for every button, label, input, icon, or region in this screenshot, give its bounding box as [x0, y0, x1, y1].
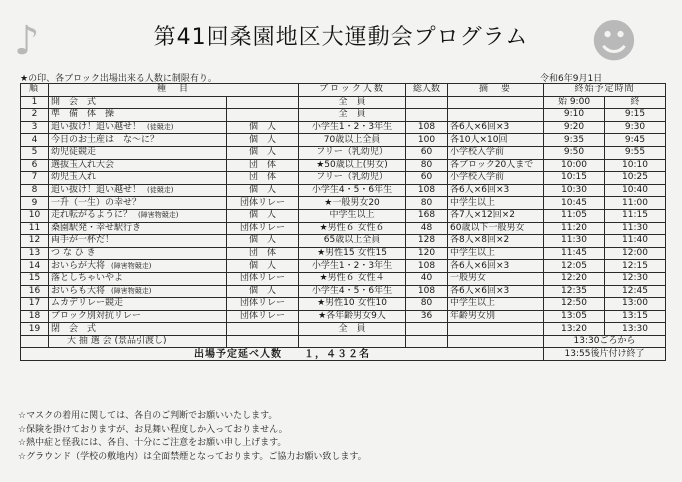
footer-note: ☆保険を掛けておりますが、お見舞い程度しか入っておりません。 [18, 424, 288, 435]
row-summary: 各6人×6回×3 [448, 260, 544, 273]
row-block: フリー（乳幼児） [299, 146, 406, 159]
row-count [406, 323, 448, 336]
row-number: 11 [21, 222, 49, 235]
row-event: 幼児玉入れ [49, 172, 227, 185]
row-count: 108 [406, 260, 448, 273]
table-row [21, 172, 666, 185]
table-row [21, 159, 666, 172]
row-event-note: (障害物競走) [111, 261, 152, 270]
row-count: 80 [406, 197, 448, 210]
music-note-decoration-icon: ♪ [14, 18, 40, 64]
row-type: 個 人 [227, 146, 299, 159]
row-type: 団体リレー [227, 310, 299, 323]
row-start-time: 10:30 [544, 184, 605, 197]
row-end-time: 10:25 [605, 172, 666, 185]
row-summary: 各6人×6回×3 [448, 285, 544, 298]
table-row [21, 310, 666, 323]
program-table [20, 83, 666, 361]
header-total: 総人数 [406, 84, 448, 97]
row-number: 14 [21, 260, 49, 273]
row-event: 選抜玉入れ大会 [49, 159, 227, 172]
row-start-time: 11:45 [544, 247, 605, 260]
row-type: 団体リレー [227, 272, 299, 285]
row-event: 走れ転がるように？ (障害物競走) [49, 209, 227, 222]
row-end-time: 10:40 [605, 184, 666, 197]
row-type [227, 96, 299, 109]
table-row [21, 235, 666, 248]
row-count: 60 [406, 172, 448, 185]
row-end-time: 11:00 [605, 197, 666, 210]
header-event: 種 目 [49, 84, 299, 97]
row-number: 13 [21, 247, 49, 260]
row-type: 団体リレー [227, 222, 299, 235]
row-block: ★男性６ 女性６ [299, 222, 406, 235]
row-type: 個 人 [227, 209, 299, 222]
running-children-illustration-icon: ☻ [590, 14, 638, 68]
header-summary: 摘 要 [448, 84, 544, 97]
row-start-time: 9:20 [544, 121, 605, 134]
row-block: 中学生以上 [299, 209, 406, 222]
row-event: 準 備 体 操 [49, 109, 227, 122]
row-start-time: 12:35 [544, 285, 605, 298]
row-count: 40 [406, 272, 448, 285]
row-number: 7 [21, 172, 49, 185]
row-event: 今日のお土産は な～に？ [49, 134, 227, 147]
row-summary: 各6人×6回×3 [448, 184, 544, 197]
row-count: 80 [406, 298, 448, 311]
row-event: 幼児徒競走 [49, 146, 227, 159]
row-end-time: 13:30 [605, 323, 666, 336]
row-event: 両手が一杯だ！ [49, 235, 227, 248]
row-event: おいらも大将 (障害物競走) [49, 285, 227, 298]
row-count [406, 96, 448, 109]
row-start-time: 12:20 [544, 272, 605, 285]
footer-note: ☆グラウンド（学校の敷地内）は全面禁煙となっております。ご協力お願い致します。 [18, 451, 367, 462]
row-event-note: (障害物競走) [138, 211, 179, 220]
row-start-time: 11:05 [544, 209, 605, 222]
lottery-row [21, 335, 666, 348]
lottery-time: 13:30ごろから [544, 335, 666, 348]
row-end-time: 12:00 [605, 247, 666, 260]
row-start-time: 9:50 [544, 146, 605, 159]
row-start-time: 始 9:00 [544, 96, 605, 109]
row-end-time: 13:00 [605, 298, 666, 311]
row-summary: 各ブロック20人まで [448, 159, 544, 172]
table-row [21, 247, 666, 260]
row-block: 全 員 [299, 323, 406, 336]
table-row [21, 146, 666, 159]
row-count: 108 [406, 184, 448, 197]
row-summary: 各10人×10回 [448, 134, 544, 147]
row-end-time: 12:15 [605, 260, 666, 273]
table-row [21, 272, 666, 285]
header-time: 終始予定時間 [544, 84, 666, 97]
cleanup-time: 13:55後片付け終了 [544, 348, 666, 361]
row-start-time: 11:30 [544, 235, 605, 248]
row-summary: 一般男女 [448, 272, 544, 285]
footer-notes [18, 410, 367, 464]
row-start-time: 9:35 [544, 134, 605, 147]
row-event: つ な ひ き [49, 247, 227, 260]
row-number: 8 [21, 184, 49, 197]
total-row [21, 348, 666, 361]
row-start-time: 13:05 [544, 310, 605, 323]
row-number: 10 [21, 209, 49, 222]
table-row [21, 222, 666, 235]
row-number: 12 [21, 235, 49, 248]
row-count: 80 [406, 159, 448, 172]
row-end-time: 終 [605, 96, 666, 109]
row-count: 60 [406, 146, 448, 159]
row-number: 2 [21, 109, 49, 122]
row-start-time: 11:20 [544, 222, 605, 235]
row-type: 団 体 [227, 247, 299, 260]
row-count: 100 [406, 134, 448, 147]
row-type: 個 人 [227, 260, 299, 273]
row-block: 全 員 [299, 96, 406, 109]
table-row [21, 197, 666, 210]
row-summary: 各8人×8回×2 [448, 235, 544, 248]
lottery-event: 大 抽 選 会 (景品引渡し) [49, 335, 227, 348]
row-start-time: 10:15 [544, 172, 605, 185]
row-count [406, 109, 448, 122]
row-event-note: (障害物競走) [111, 286, 152, 295]
row-end-time: 9:30 [605, 121, 666, 134]
row-type [227, 323, 299, 336]
row-count: 168 [406, 209, 448, 222]
row-end-time: 9:55 [605, 146, 666, 159]
row-summary [448, 323, 544, 336]
row-number: 9 [21, 197, 49, 210]
row-summary: 中学生以上 [448, 247, 544, 260]
row-event: 一升（一生）の幸せ？ [49, 197, 227, 210]
row-start-time: 12:50 [544, 298, 605, 311]
table-row [21, 184, 666, 197]
row-start-time: 13:20 [544, 323, 605, 336]
row-number: 18 [21, 310, 49, 323]
row-summary: 中学生以上 [448, 197, 544, 210]
row-type [227, 109, 299, 122]
table-row [21, 209, 666, 222]
row-event-note: (徒競走) [147, 186, 174, 195]
document-title: 第41回桑園地区大運動会プログラム [153, 25, 529, 50]
row-number: 6 [21, 159, 49, 172]
row-block: ★男性15 女性15 [299, 247, 406, 260]
row-event: ムカデリレー競走 [49, 298, 227, 311]
table-row [21, 323, 666, 336]
table-row [21, 134, 666, 147]
row-count: 36 [406, 310, 448, 323]
row-end-time: 10:10 [605, 159, 666, 172]
row-block: 小学生1・2・3年生 [299, 260, 406, 273]
row-number: 15 [21, 272, 49, 285]
row-end-time: 9:45 [605, 134, 666, 147]
row-count: 48 [406, 222, 448, 235]
table-row [21, 298, 666, 311]
row-block: 小学生1・2・3年生 [299, 121, 406, 134]
row-number: 4 [21, 134, 49, 147]
total-participants: 出場予定延べ人数 １，４３２名 [21, 348, 544, 361]
row-event: 閉 会 式 [49, 323, 227, 336]
row-summary [448, 96, 544, 109]
table-row [21, 96, 666, 109]
table-row [21, 285, 666, 298]
row-block: フリー（乳幼児） [299, 172, 406, 185]
row-end-time: 9:15 [605, 109, 666, 122]
restriction-note: ★の印、各ブロック出場出来る人数に制限有り。 [20, 74, 217, 84]
row-block: ★男性６ 女性４ [299, 272, 406, 285]
row-number: 3 [21, 121, 49, 134]
footer-note: ☆マスクの着用に関しては、各自のご判断でお願いいたします。 [18, 411, 278, 421]
table-header-row [21, 84, 666, 97]
table-row [21, 121, 666, 134]
row-end-time: 11:40 [605, 235, 666, 248]
row-block: 全 員 [299, 109, 406, 122]
table-row [21, 260, 666, 273]
row-type: 個 人 [227, 134, 299, 147]
row-summary: 中学生以上 [448, 298, 544, 311]
footer-note: ☆熱中症と怪我には、各自、十分にご注意をお願い申し上げます。 [18, 438, 287, 448]
row-block: 小学生4・5・6年生 [299, 184, 406, 197]
row-block: ★男性10 女性10 [299, 298, 406, 311]
row-type: 団体リレー [227, 197, 299, 210]
row-block: 小学生4・5・6年生 [299, 285, 406, 298]
row-block: 70歳以上全員 [299, 134, 406, 147]
row-count: 108 [406, 285, 448, 298]
event-date: 令和6年9月1日 [540, 74, 603, 84]
row-summary [448, 109, 544, 122]
header-num: 順 [21, 84, 49, 97]
row-end-time: 11:30 [605, 222, 666, 235]
row-summary: 各6人×6回×3 [448, 121, 544, 134]
row-end-time: 12:45 [605, 285, 666, 298]
row-count: 108 [406, 121, 448, 134]
row-type: 団体リレー [227, 298, 299, 311]
row-count: 120 [406, 247, 448, 260]
row-block: ★50歳以上(男女) [299, 159, 406, 172]
row-end-time: 11:15 [605, 209, 666, 222]
row-start-time: 9:10 [544, 109, 605, 122]
row-number: 5 [21, 146, 49, 159]
row-end-time: 12:30 [605, 272, 666, 285]
row-event: 追い抜け！追い越せ！ (徒競走) [49, 184, 227, 197]
row-end-time: 13:15 [605, 310, 666, 323]
row-start-time: 12:05 [544, 260, 605, 273]
row-number: 19 [21, 323, 49, 336]
row-summary: 小学校入学前 [448, 146, 544, 159]
row-type: 個 人 [227, 285, 299, 298]
row-count: 128 [406, 235, 448, 248]
row-event: 桑園駅発・幸せ駅行き [49, 222, 227, 235]
row-type: 個 人 [227, 235, 299, 248]
row-number: 16 [21, 285, 49, 298]
row-event-note: (徒競走) [147, 123, 174, 132]
table-row [21, 109, 666, 122]
header-block: ブロック人数 [299, 84, 406, 97]
row-number: 1 [21, 96, 49, 109]
row-type: 団 体 [227, 172, 299, 185]
row-summary: 年齢男女別 [448, 310, 544, 323]
row-type: 個 人 [227, 121, 299, 134]
row-type: 個 人 [227, 184, 299, 197]
row-summary: 60歳以下一般男女 [448, 222, 544, 235]
row-start-time: 10:45 [544, 197, 605, 210]
row-event: 追い抜け！追い越せ！ (徒競走) [49, 121, 227, 134]
row-type: 団 体 [227, 159, 299, 172]
row-summary: 各7人×12回×2 [448, 209, 544, 222]
row-event: 落としちゃいやよ [49, 272, 227, 285]
row-summary: 小学校入学前 [448, 172, 544, 185]
row-start-time: 10:00 [544, 159, 605, 172]
row-number: 17 [21, 298, 49, 311]
row-block: ★一般男女20 [299, 197, 406, 210]
row-event: おいらが大将 (障害物競走) [49, 260, 227, 273]
row-block: ★各年齢男女9人 [299, 310, 406, 323]
row-event: ブロック別対抗リレー [49, 310, 227, 323]
row-event: 開 会 式 [49, 96, 227, 109]
row-block: 65歳以上全員 [299, 235, 406, 248]
